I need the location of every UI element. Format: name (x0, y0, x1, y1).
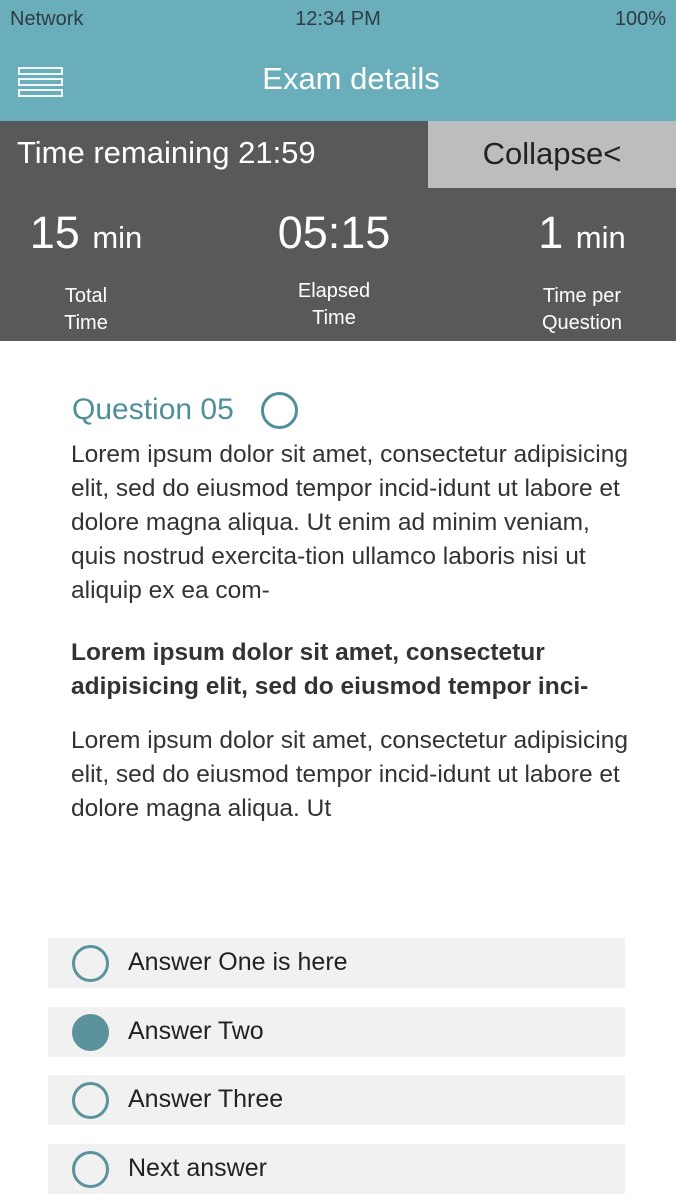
answer-label: Answer Three (128, 1085, 284, 1113)
stat-label (0, 283, 186, 337)
question-header (72, 390, 632, 430)
stat-value (482, 204, 676, 267)
question-paragraph: Lorem ipsum dolor sit amet, consectetur adipisicing elit, sed do eiusmod tempor incid-idunt ut labore et dolore magna aliqua. Ut enim ad minim veniam, quis nostrud exercita-tion ullamco laboris nisi ut aliquip ex ea com- (71, 441, 628, 604)
battery-level: 100% (614, 8, 666, 30)
page-title: Exam details (262, 61, 440, 96)
status-bar (0, 0, 676, 40)
answer-label: Next answer (128, 1154, 267, 1182)
timer-panel (0, 121, 676, 341)
stat-label-line: Time (64, 312, 108, 334)
question-title: Question 05 (72, 393, 234, 426)
answer-option[interactable] (48, 938, 625, 988)
stat-unit: min (575, 220, 626, 255)
stat-elapsed-time (234, 204, 434, 332)
circle-outline-icon[interactable] (261, 392, 298, 429)
radio-checked-icon[interactable] (72, 1014, 109, 1051)
stat-value (234, 204, 434, 262)
answer-label: Answer Two (128, 1017, 264, 1045)
stat-number: 1 (538, 207, 564, 258)
question-paragraph-bold: Lorem ipsum dolor sit amet, consectetur adipisicing elit, sed do eiusmod tempor inci- (71, 639, 589, 700)
clock: 12:34 PM (295, 8, 381, 30)
stat-label (234, 278, 434, 332)
collapse-button[interactable]: Collapse< (428, 121, 676, 188)
question-paragraph: Lorem ipsum dolor sit amet, consectetur adipisicing elit, sed do eiusmod tempor incid-idunt ut labore et dolore magna aliqua. Ut (71, 727, 628, 822)
app-header (0, 0, 676, 121)
stat-number: 05:15 (277, 207, 391, 258)
stat-label-line: Total (64, 285, 108, 307)
stat-label-line: Elapsed (297, 280, 371, 302)
stat-number: 15 (29, 207, 80, 258)
time-remaining: Time remaining 21:59 (17, 135, 316, 170)
answer-option[interactable] (48, 1075, 625, 1125)
stat-label-line: Time (312, 307, 356, 329)
stat-label (482, 283, 676, 337)
stat-time-per-question (482, 204, 676, 337)
stat-value (0, 204, 186, 267)
answer-label: Answer One is here (128, 948, 348, 976)
radio-unchecked-icon[interactable] (72, 1082, 109, 1119)
answer-option[interactable] (48, 1144, 625, 1194)
radio-unchecked-icon[interactable] (72, 945, 109, 982)
stat-label-line: Time per (542, 285, 622, 307)
stat-total-time (0, 204, 186, 337)
answer-option[interactable] (48, 1007, 625, 1057)
question-heading (72, 390, 632, 430)
stat-label-line: Question (541, 312, 623, 334)
network-status: Network (10, 8, 84, 30)
stat-unit: min (92, 220, 143, 255)
radio-unchecked-icon[interactable] (72, 1151, 109, 1188)
